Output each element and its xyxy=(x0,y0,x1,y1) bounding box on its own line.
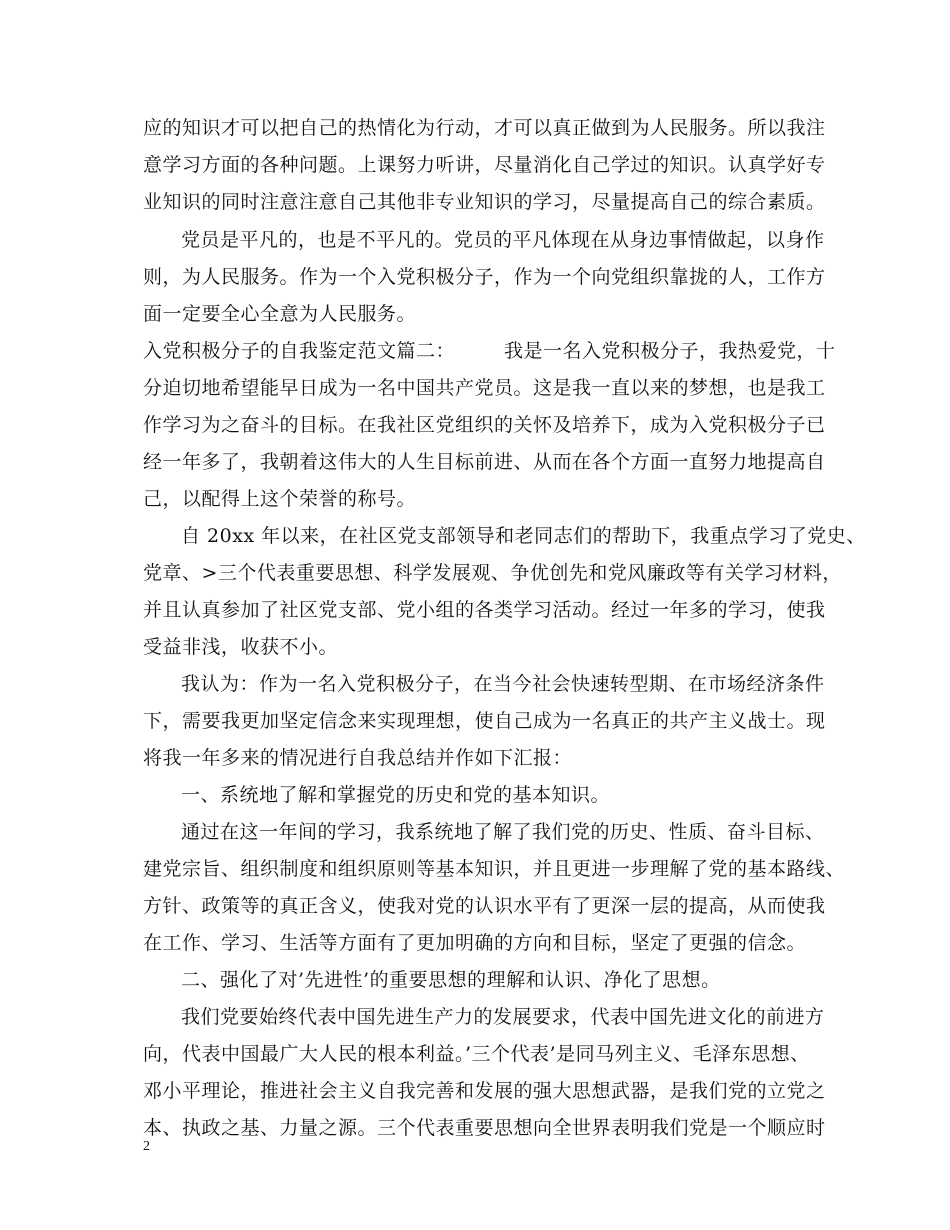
text-line: 建党宗旨、组织制度和组织原则等基本知识，并且更进一步理解了党的基本路线、 xyxy=(143,858,846,880)
text-line: 党员是平凡的，也是不平凡的。党员的平凡体现在从身边事情做起，以身作 xyxy=(181,229,825,251)
text-line: 己，以配得上这个荣誉的称号。 xyxy=(143,488,417,510)
text-line: 则，为人民服务。作为一个入党积极分子，作为一个向党组织靠拢的人，工作方 xyxy=(143,266,826,288)
text-line: 我们党要始终代表中国先进生产力的发展要求，代表中国先进文化的前进方 xyxy=(181,1006,825,1028)
section-heading-line: 入党积极分子的自我鉴定范文篇二： 我是一名入党积极分子，我热爱党，十 xyxy=(143,340,836,362)
text-line: 应的知识才可以把自己的热情化为行动，才可以真正做到为人民服务。所以我注 xyxy=(143,117,826,139)
text-line: 自 20xx 年以来，在社区党支部领导和老同志们的帮助下，我重点学习了党史、 xyxy=(181,525,866,547)
text-line: 下，需要我更加坚定信念来实现理想，使自己成为一名真正的共产主义战士。现 xyxy=(143,710,826,732)
text-line: 作学习为之奋斗的目标。在我社区党组织的关怀及培养下，成为入党积极分子已 xyxy=(143,414,826,436)
list-heading-line: 二、强化了对’先进性’的重要思想的理解和认识、净化了思想。 xyxy=(181,969,721,991)
text-line: 意学习方面的各种问题。上课努力听讲，尽量消化自己学过的知识。认真学好专 xyxy=(143,154,826,176)
page-number: 2 xyxy=(143,1139,150,1154)
text-line: 在工作、学习、生活等方面有了更加明确的方向和目标，坚定了更强的信念。 xyxy=(143,932,807,954)
text-line: 并且认真参加了社区党支部、党小组的各类学习活动。经过一年多的学习，使我 xyxy=(143,599,826,621)
text-line: 党章、>三个代表重要思想、科学发展观、争优创先和党风廉政等有关学习材料， xyxy=(143,562,842,584)
text-line: 业知识的同时注意注意自己其他非专业知识的学习，尽量提高自己的综合素质。 xyxy=(143,191,826,213)
text-line: 邓小平理论，推进社会主义自我完善和发展的强大思想武器，是我们党的立党之 xyxy=(143,1080,826,1102)
text-line: 将我一年多来的情况进行自我总结并作如下汇报： xyxy=(143,747,573,769)
text-line: 分迫切地希望能早日成为一名中国共产党员。这是我一直以来的梦想，也是我工 xyxy=(143,377,826,399)
text-line: 方针、政策等的真正含义，使我对党的认识水平有了更深一层的提高，从而使我 xyxy=(143,895,826,917)
text-line: 我认为：作为一名入党积极分子，在当今社会快速转型期、在市场经济条件 xyxy=(181,673,825,695)
text-line: 本、执政之基、力量之源。三个代表重要思想向全世界表明我们党是一个顺应时 xyxy=(143,1117,826,1139)
text-line: 受益非浅，收获不小。 xyxy=(143,636,339,658)
text-line: 通过在这一年间的学习，我系统地了解了我们党的历史、性质、奋斗目标、 xyxy=(181,821,825,843)
text-line: 经一年多了，我朝着这伟大的人生目标前进、从而在各个方面一直努力地提高自 xyxy=(143,451,826,473)
list-heading-line: 一、系统地了解和掌握党的历史和党的基本知识。 xyxy=(181,784,611,806)
text-line: 向，代表中国最广大人民的根本利益。’三个代表’是同马列主义、毛泽东思想、 xyxy=(143,1043,810,1065)
text-line: 面一定要全心全意为人民服务。 xyxy=(143,303,417,325)
